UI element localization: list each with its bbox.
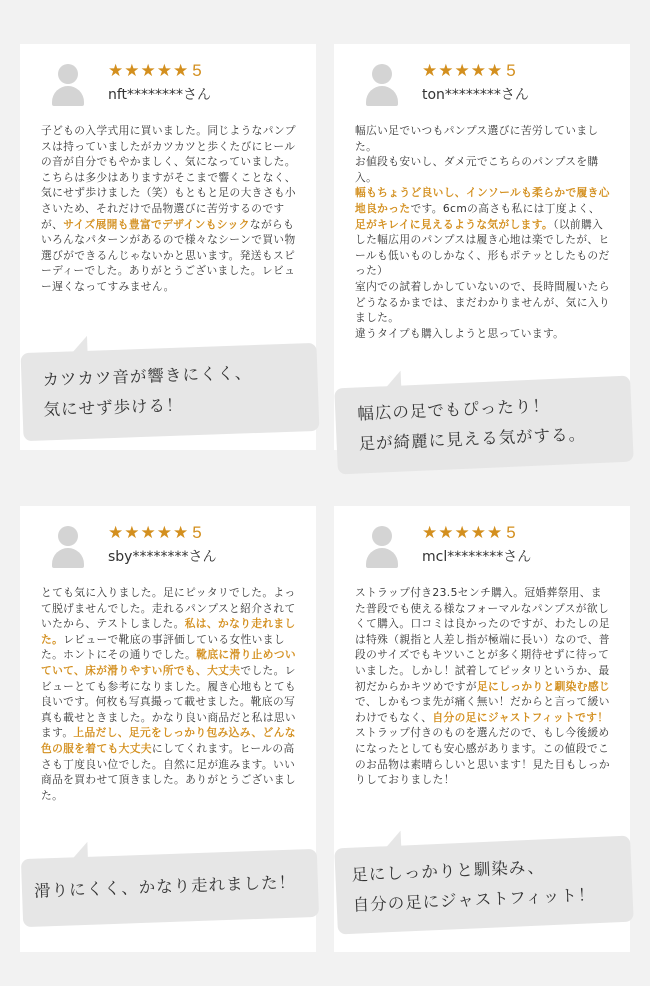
review-paragraph — [355, 585, 611, 788]
user-avatar-icon — [366, 526, 398, 570]
review-paragraph — [355, 326, 611, 342]
reviewer-name: sby********さん — [108, 549, 217, 565]
summary-line: 気にせず歩ける！ — [43, 395, 184, 420]
summary-line: 足が綺麗に見える気がする。 — [358, 424, 587, 454]
review-text-segment: で、しかもつま先が痛く無い！だからと言って緩いわけでもなく、 — [355, 695, 610, 724]
review-highlight: 靴底に滑り止めついていて、床が滑りやすい所でも、大丈夫 — [41, 648, 297, 677]
review-header — [334, 44, 630, 108]
summary-line: 滑りにくく、かなり走れました！ — [33, 872, 297, 901]
review-header — [20, 506, 316, 570]
review-text-segment: にしてくれます。ヒールの高さも丁度良い位でした。自然に足が進みます。いい商品を買わせて頂きました。ありがとうございました。 — [41, 741, 297, 802]
user-avatar-icon — [52, 526, 84, 570]
review-text-segment: （以前購入した幅広用のパンプスは履き心地は楽でしたが、ヒールも低いものしかなく、形もポテッとしたものだった） — [355, 217, 610, 278]
review-text-segment: ストラップ付き23.5センチ購入。冠婚葬祭用、また普段でも使える様なフォーマルなパンプスが欲しくて購入。口コミは良かったのですが、わたしの足は特殊（親指と人差し指が極端に長い）なので、普段のサイズでもキツいことが多く期待せずに待っていました。しかし！試着してピッタリというか、最初だからかキツめですが — [355, 586, 611, 693]
summary-bubble — [334, 836, 633, 935]
star-rating-icon: ★★★★★ — [108, 523, 190, 543]
summary-bubble — [334, 376, 633, 475]
review-text-segment: ながらもいろんなパターンがあるので様々なシーンで買い物選びができるんじゃないかと思います。発送もスピーディーでした。ありがとうございました。レビュー遅くなってすみません。 — [41, 217, 296, 293]
rating — [108, 61, 203, 81]
summary-line: 足にしっかりと馴染み、 — [351, 857, 546, 885]
star-rating-icon: ★★★★★ — [422, 523, 504, 543]
review-text-segment: 室内での試着しかしていないので、長時間履いたらどうなるかまでは、まだわかりませんが、気に入りました。 — [355, 279, 611, 325]
summary-line: 自分の足にジャストフィット！ — [352, 885, 596, 915]
review-paragraph — [355, 185, 611, 279]
review-text — [355, 585, 611, 788]
bubble-tail — [386, 831, 402, 848]
review-text-segment: 幅広い足でいつもパンプス選びに苦労していました。 — [355, 124, 599, 153]
review-header — [334, 506, 630, 570]
user-avatar-icon — [366, 64, 398, 108]
summary-line: カツカツ音が響きにくく、 — [42, 363, 253, 390]
review-highlight: 私は、かなり走れました。 — [41, 617, 296, 646]
review-highlight: サイズ展開も豊富でデザインもシック — [63, 217, 250, 231]
review-text-segment: です。6cmの高さも私には丁度よく、 — [410, 201, 600, 215]
reviewer-name: ton********さん — [422, 87, 529, 103]
review-text — [355, 123, 611, 341]
reviewer-name: mcl********さん — [422, 549, 532, 565]
review-paragraph — [355, 123, 611, 154]
review-header — [20, 44, 316, 108]
rating-score: 5 — [192, 61, 203, 80]
review-text-segment: 子どもの入学式用に買いました。同じようなパンプスは持っていましたがカツカツと歩くたびにヒールの音が自分でもやかましく、気になっていました。こちらは多少はありますがそこまで響くことなく、気にせず歩けました（笑）もともと足の大きさも小さいため、それだけで品物選びに苦労するのですが、 — [41, 124, 297, 231]
bubble-tail — [72, 336, 88, 353]
rating — [422, 61, 517, 81]
rating — [108, 523, 203, 543]
bubble-tail — [386, 371, 402, 388]
rating-score: 5 — [506, 61, 517, 80]
summary-bubble — [21, 849, 319, 927]
rating-score: 5 — [506, 523, 517, 542]
review-highlight: 幅もちょうど良いし、インソールも柔らかで履き心地良かった — [355, 186, 610, 215]
review-text-segment: でした。レビューとても参考になりました。履き心地もとても良いです。何枚も写真撮って載せました。靴底の写真も載せときました。かなり良い商品だと私は思います。 — [41, 663, 297, 740]
review-highlight: 上品だし、足元をしっかり包み込み、どんな色の服を着ても大丈夫 — [41, 726, 296, 755]
review-text-segment: とても気に入りました。足にピッタリでした。よって脱げませんでした。走れるパンプスと紹介されていたから、テストしました。 — [41, 586, 296, 631]
review-paragraph — [41, 585, 297, 803]
summary-bubble — [21, 343, 320, 441]
review-paragraph — [355, 154, 611, 185]
review-highlight: 足がキレイに見えるような気がします。 — [355, 217, 554, 231]
review-text-segment: 違うタイプも購入しようと思っています。 — [355, 326, 565, 340]
review-text-segment: お値段も安いし、ダメ元でこちらのパンプスを購入。 — [355, 155, 599, 184]
review-paragraph — [355, 279, 611, 326]
summary-line: 幅広の足でもぴったり！ — [356, 396, 551, 424]
star-rating-icon: ★★★★★ — [108, 61, 190, 81]
review-text-segment: レビューで靴底の事評価している女性いました。ホントにその通りでした。 — [41, 632, 285, 662]
reviewer-name: nft********さん — [108, 87, 212, 103]
review-text — [41, 585, 297, 803]
review-text-segment: ストラップ付きのものを選んだので、もし今後緩めになったとしても安心感があります。この値段でこのお品物は素晴らしいと思います！見た目もしっかりしておりました！ — [355, 726, 611, 787]
user-avatar-icon — [52, 64, 84, 108]
bubble-tail — [72, 842, 88, 859]
star-rating-icon: ★★★★★ — [422, 61, 504, 81]
rating — [422, 523, 517, 543]
review-paragraph — [41, 123, 297, 295]
review-highlight: 自分の足にジャストフィットです！ — [432, 710, 609, 724]
review-text — [41, 123, 297, 295]
rating-score: 5 — [192, 523, 203, 542]
review-highlight: 足にしっかりと馴染む感じ — [476, 679, 611, 693]
